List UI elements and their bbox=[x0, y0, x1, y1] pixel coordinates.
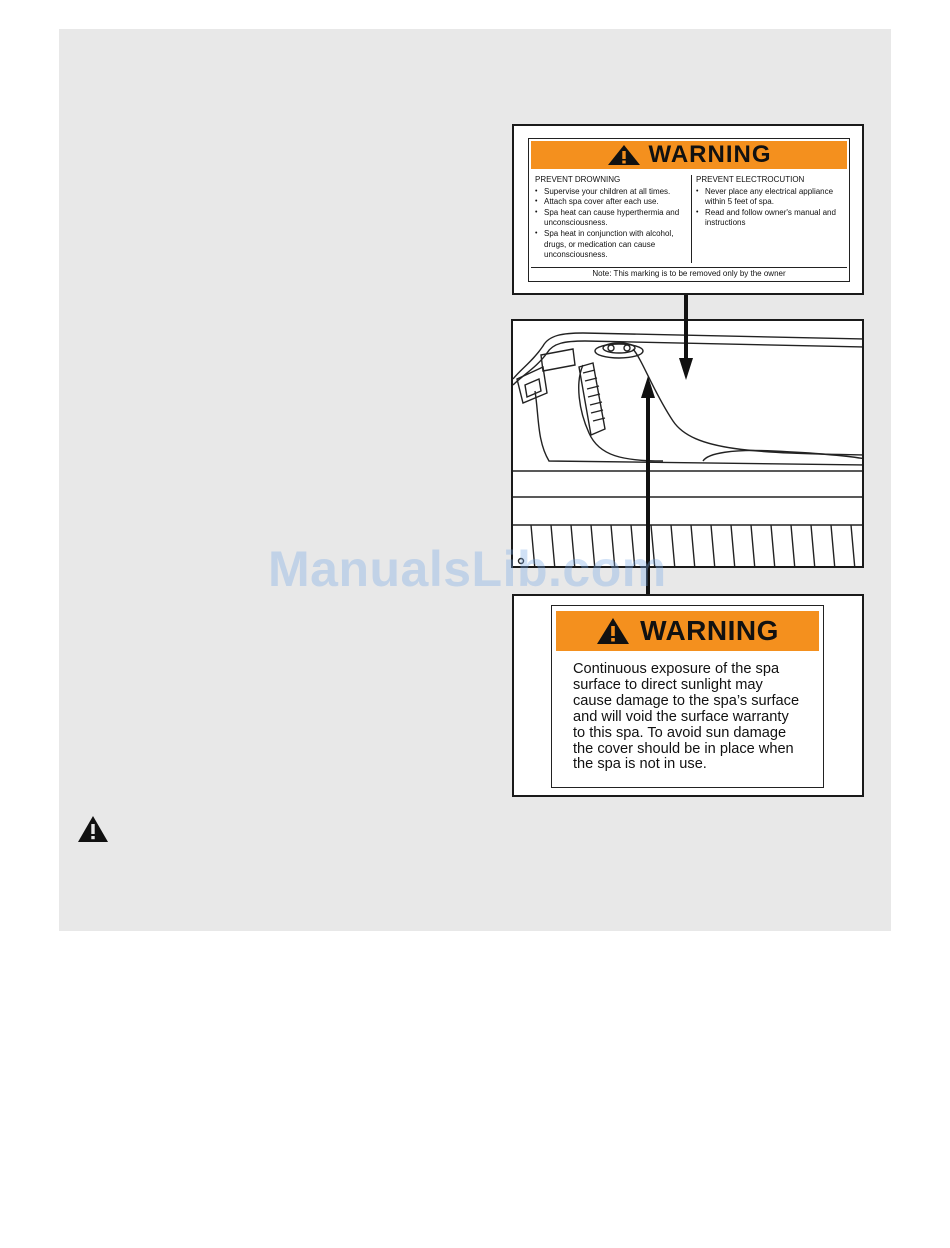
warning-heading: WARNING bbox=[648, 141, 772, 168]
warning-line: the spa is not in use. bbox=[573, 756, 707, 773]
list-item: • Attach spa cover after each use. bbox=[535, 197, 687, 208]
warning-line: and will void the surface warranty bbox=[573, 708, 789, 725]
list-item: • Spa heat can cause hyperthermia and unconsciousness. bbox=[535, 208, 687, 229]
prevent-electrocution-title: PREVENT ELECTROCUTION bbox=[696, 175, 805, 184]
arrow-down-icon bbox=[679, 295, 693, 380]
list-item: • Read and follow owner's manual and instructions bbox=[696, 208, 843, 229]
removal-note: Note: This marking is to be removed only by the owner bbox=[531, 267, 847, 280]
warning-heading: WARNING bbox=[640, 615, 779, 646]
warning-line: the cover should be in place when bbox=[573, 740, 794, 757]
warning-triangle-icon bbox=[77, 815, 109, 843]
warning-line: surface to direct sunlight may bbox=[573, 676, 763, 693]
list-item: • Spa heat in conjunction with alcohol, drugs, or medication can cause unconsciousness. bbox=[535, 229, 687, 261]
list-item: • Supervise your children at all times. bbox=[535, 187, 687, 198]
warning-line: to this spa. To avoid sun damage bbox=[573, 724, 787, 741]
warning-line: cause damage to the spa’s surface bbox=[573, 692, 800, 709]
list-item: • Never place any electrical appliance within 5 feet of spa. bbox=[696, 187, 843, 208]
prevent-drowning-title: PREVENT DROWNING bbox=[535, 175, 621, 184]
warning-line: Continuous exposure of the spa bbox=[573, 661, 780, 677]
watermark: ManualsLib.com bbox=[268, 541, 667, 597]
